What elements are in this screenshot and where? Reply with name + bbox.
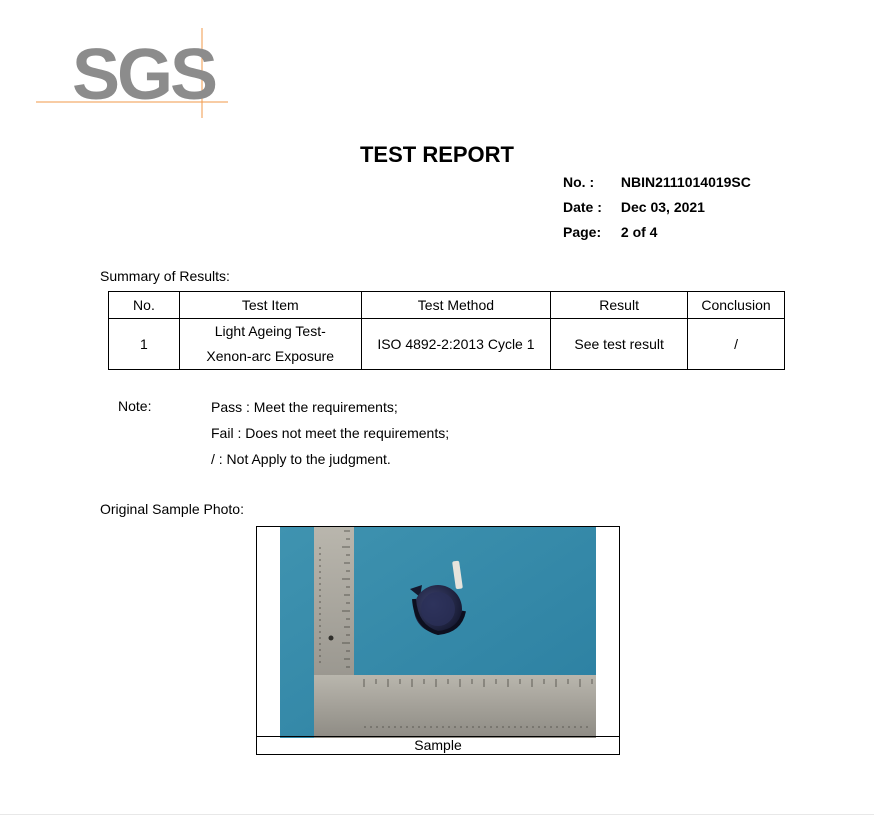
- cell-test-item: Light Ageing Test- Xenon-arc Exposure: [179, 319, 361, 370]
- column-header: Conclusion: [688, 292, 785, 319]
- report-number: No. : NBIN2111014019SC: [563, 174, 751, 190]
- summary-heading: Summary of Results:: [100, 268, 230, 284]
- column-header: Result: [551, 292, 688, 319]
- note-line: Fail : Does not meet the requirements;: [211, 425, 450, 441]
- sample-photo-frame: [256, 526, 620, 755]
- summary-table: [108, 291, 785, 370]
- sample-photo: [280, 527, 596, 738]
- report-title: TEST REPORT: [359, 142, 514, 167]
- report-meta: [563, 173, 751, 248]
- note-lines: [211, 398, 449, 476]
- column-header: No.: [109, 292, 180, 319]
- report-page: Page: 2 of 4: [563, 224, 658, 240]
- report-date: Date : Dec 03, 2021: [563, 199, 705, 215]
- sgs-logo: [36, 28, 228, 118]
- page-divider: [0, 814, 874, 815]
- table-header-row: [109, 292, 785, 319]
- column-header: Test Method: [361, 292, 551, 319]
- note-line: / : Not Apply to the judgment.: [211, 451, 391, 467]
- note-line: Pass : Meet the requirements;: [211, 399, 398, 415]
- cell-result: See test result: [551, 319, 688, 370]
- cell-test-method: ISO 4892-2:2013 Cycle 1: [361, 319, 551, 370]
- column-header: Test Item: [179, 292, 361, 319]
- note-label: Note:: [118, 398, 152, 414]
- table-row: [109, 319, 785, 370]
- photo-heading: Original Sample Photo:: [100, 501, 244, 517]
- photo-caption: Sample: [257, 736, 619, 754]
- cell-conclusion: /: [688, 319, 785, 370]
- svg-text:SGS: SGS: [72, 35, 216, 115]
- cell-no: 1: [109, 319, 180, 370]
